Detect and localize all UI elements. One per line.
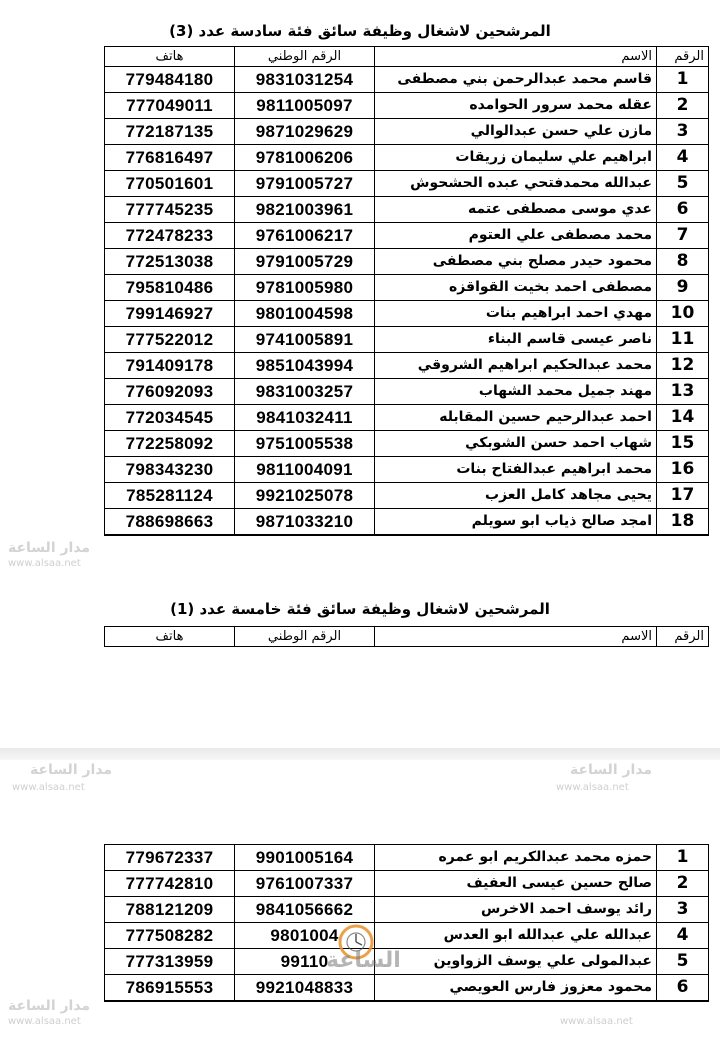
- row-number: 1: [657, 845, 709, 871]
- table-row: [105, 145, 709, 171]
- row-phone: 772478233: [105, 223, 235, 249]
- row-phone: 777522012: [105, 327, 235, 353]
- row-national-id: 9831003257: [235, 379, 375, 405]
- row-phone: 777049011: [105, 93, 235, 119]
- table-row: [105, 93, 709, 119]
- row-national-id: 9781005980: [235, 275, 375, 301]
- header-num: الرقم: [657, 47, 709, 67]
- row-name: محمود معزوز فارس العويصي: [375, 975, 657, 1002]
- watermark-brand: مدار الساعة: [30, 762, 113, 778]
- table-row: [105, 483, 709, 509]
- watermark-brand: مدار الساعة: [8, 998, 91, 1014]
- row-name: شهاب احمد حسن الشوبكي: [375, 431, 657, 457]
- row-number: 8: [657, 249, 709, 275]
- row-national-id: 9761007337: [235, 871, 375, 897]
- watermark-site: www.alsaa.net: [556, 782, 629, 793]
- row-number: 11: [657, 327, 709, 353]
- row-name: محمد مصطفى علي العتوم: [375, 223, 657, 249]
- watermark-site: www.alsaa.net: [560, 1016, 633, 1027]
- row-national-id: 9741005891: [235, 327, 375, 353]
- section1-table: [104, 46, 709, 536]
- row-number: 15: [657, 431, 709, 457]
- alsaa-logo: [318, 918, 418, 978]
- row-national-id: 9801004: [235, 923, 375, 949]
- header-name: الاسم: [375, 47, 657, 67]
- row-number: 2: [657, 93, 709, 119]
- row-phone: 791409178: [105, 353, 235, 379]
- table-row: [105, 249, 709, 275]
- row-national-id: 9921025078: [235, 483, 375, 509]
- row-number: 7: [657, 223, 709, 249]
- row-phone: 786915553: [105, 975, 235, 1002]
- row-name: محمود حيدر مصلح بني مصطفى: [375, 249, 657, 275]
- table-row: [105, 119, 709, 145]
- row-number: 9: [657, 275, 709, 301]
- table-row: [105, 845, 709, 871]
- table-row: [105, 405, 709, 431]
- logo-text: الساعة: [326, 948, 401, 973]
- row-number: 6: [657, 975, 709, 1002]
- header-phone: هاتف: [105, 47, 235, 67]
- row-phone: 785281124: [105, 483, 235, 509]
- section2-title: المرشحين لاشغال وظيفة سائق فئة خامسة عدد (1): [170, 600, 550, 618]
- row-number: 1: [657, 67, 709, 93]
- row-name: محمد عبدالحكيم ابراهيم الشروقي: [375, 353, 657, 379]
- row-number: 4: [657, 145, 709, 171]
- row-national-id: 9811004091: [235, 457, 375, 483]
- row-phone: 776092093: [105, 379, 235, 405]
- table-header-row: [105, 627, 709, 647]
- row-name: مهدي احمد ابراهيم بنات: [375, 301, 657, 327]
- row-number: 5: [657, 949, 709, 975]
- row-number: 3: [657, 897, 709, 923]
- row-national-id: 9791005727: [235, 171, 375, 197]
- table-row: [105, 301, 709, 327]
- table-row: [105, 223, 709, 249]
- row-national-id: 9921048833: [235, 975, 375, 1002]
- row-phone: 777508282: [105, 923, 235, 949]
- table-row: [105, 975, 709, 1002]
- row-name: عقله محمد سرور الحوامده: [375, 93, 657, 119]
- table-header-row: [105, 47, 709, 67]
- row-phone: 777313959: [105, 949, 235, 975]
- row-name: ابراهيم علي سليمان زريقات: [375, 145, 657, 171]
- watermark-site: www.alsaa.net: [12, 782, 85, 793]
- row-name: عبدالله علي عبدالله ابو العدس: [375, 923, 657, 949]
- row-name: مهند جميل محمد الشهاب: [375, 379, 657, 405]
- row-national-id: 9821003961: [235, 197, 375, 223]
- row-phone: 772034545: [105, 405, 235, 431]
- row-national-id: 9781006206: [235, 145, 375, 171]
- row-name: حمزه محمد عبدالكريم ابو عمره: [375, 845, 657, 871]
- row-phone: 770501601: [105, 171, 235, 197]
- row-national-id: 9871033210: [235, 509, 375, 536]
- row-phone: 777742810: [105, 871, 235, 897]
- table-row: [105, 871, 709, 897]
- table-row: [105, 431, 709, 457]
- row-name: امجد صالح ذياب ابو سويلم: [375, 509, 657, 536]
- row-phone: 772187135: [105, 119, 235, 145]
- table-row: [105, 171, 709, 197]
- page-separator: [0, 748, 720, 760]
- row-phone: 788698663: [105, 509, 235, 536]
- watermark-site: www.alsaa.net: [8, 1016, 81, 1027]
- row-national-id: 9841056662: [235, 897, 375, 923]
- row-phone: 788121209: [105, 897, 235, 923]
- watermark-brand: مدار الساعة: [8, 540, 91, 556]
- row-phone: 798343230: [105, 457, 235, 483]
- row-name: قاسم محمد عبدالرحمن بني مصطفى: [375, 67, 657, 93]
- row-phone: 777745235: [105, 197, 235, 223]
- header-phone: هاتف: [105, 627, 235, 647]
- row-national-id: 9851043994: [235, 353, 375, 379]
- header-national-id: الرقم الوطني: [235, 627, 375, 647]
- table-row: [105, 353, 709, 379]
- row-number: 17: [657, 483, 709, 509]
- row-number: 5: [657, 171, 709, 197]
- row-phone: 799146927: [105, 301, 235, 327]
- row-number: 16: [657, 457, 709, 483]
- row-number: 3: [657, 119, 709, 145]
- row-number: 6: [657, 197, 709, 223]
- row-number: 14: [657, 405, 709, 431]
- row-name: مازن علي حسن عبدالوالي: [375, 119, 657, 145]
- table-row: [105, 67, 709, 93]
- row-number: 4: [657, 923, 709, 949]
- row-number: 13: [657, 379, 709, 405]
- row-national-id: 9811005097: [235, 93, 375, 119]
- table-row: [105, 509, 709, 536]
- row-name: رائد يوسف احمد الاخرس: [375, 897, 657, 923]
- row-national-id: 99110: [235, 949, 375, 975]
- section2-table: [104, 626, 709, 647]
- row-national-id: 9901005164: [235, 845, 375, 871]
- row-phone: 779484180: [105, 67, 235, 93]
- row-name: ناصر عيسى قاسم البناء: [375, 327, 657, 353]
- row-name: احمد عبدالرحيم حسين المقابله: [375, 405, 657, 431]
- row-national-id: 9841032411: [235, 405, 375, 431]
- watermark-brand: مدار الساعة: [570, 762, 653, 778]
- header-national-id: الرقم الوطني: [235, 47, 375, 67]
- row-phone: 779672337: [105, 845, 235, 871]
- row-national-id: 9831031254: [235, 67, 375, 93]
- row-number: 18: [657, 509, 709, 536]
- row-name: عبدالمولى علي يوسف الزواوين: [375, 949, 657, 975]
- row-name: عدي موسى مصطفى عتمه: [375, 197, 657, 223]
- header-name: الاسم: [375, 627, 657, 647]
- row-name: عبدالله محمدفتحي عبده الحشحوش: [375, 171, 657, 197]
- table-row: [105, 275, 709, 301]
- row-number: 12: [657, 353, 709, 379]
- row-phone: 772513038: [105, 249, 235, 275]
- row-name: مصطفى احمد بخيت القواقزه: [375, 275, 657, 301]
- row-number: 10: [657, 301, 709, 327]
- watermark-site: www.alsaa.net: [8, 558, 81, 569]
- table-row: [105, 327, 709, 353]
- row-national-id: 9791005729: [235, 249, 375, 275]
- row-national-id: 9761006217: [235, 223, 375, 249]
- row-name: يحيى مجاهد كامل العزب: [375, 483, 657, 509]
- row-national-id: 9801004598: [235, 301, 375, 327]
- row-phone: 795810486: [105, 275, 235, 301]
- row-phone: 772258092: [105, 431, 235, 457]
- table-row: [105, 379, 709, 405]
- section1-title: المرشحين لاشغال وظيفة سائق فئة سادسة عدد (3): [169, 22, 551, 40]
- row-number: 2: [657, 871, 709, 897]
- row-name: صالح حسين عيسى العفيف: [375, 871, 657, 897]
- table-row: [105, 197, 709, 223]
- header-num: الرقم: [657, 627, 709, 647]
- row-name: محمد ابراهيم عبدالفتاح بنات: [375, 457, 657, 483]
- row-national-id: 9871029629: [235, 119, 375, 145]
- table-row: [105, 457, 709, 483]
- row-phone: 776816497: [105, 145, 235, 171]
- row-national-id: 9751005538: [235, 431, 375, 457]
